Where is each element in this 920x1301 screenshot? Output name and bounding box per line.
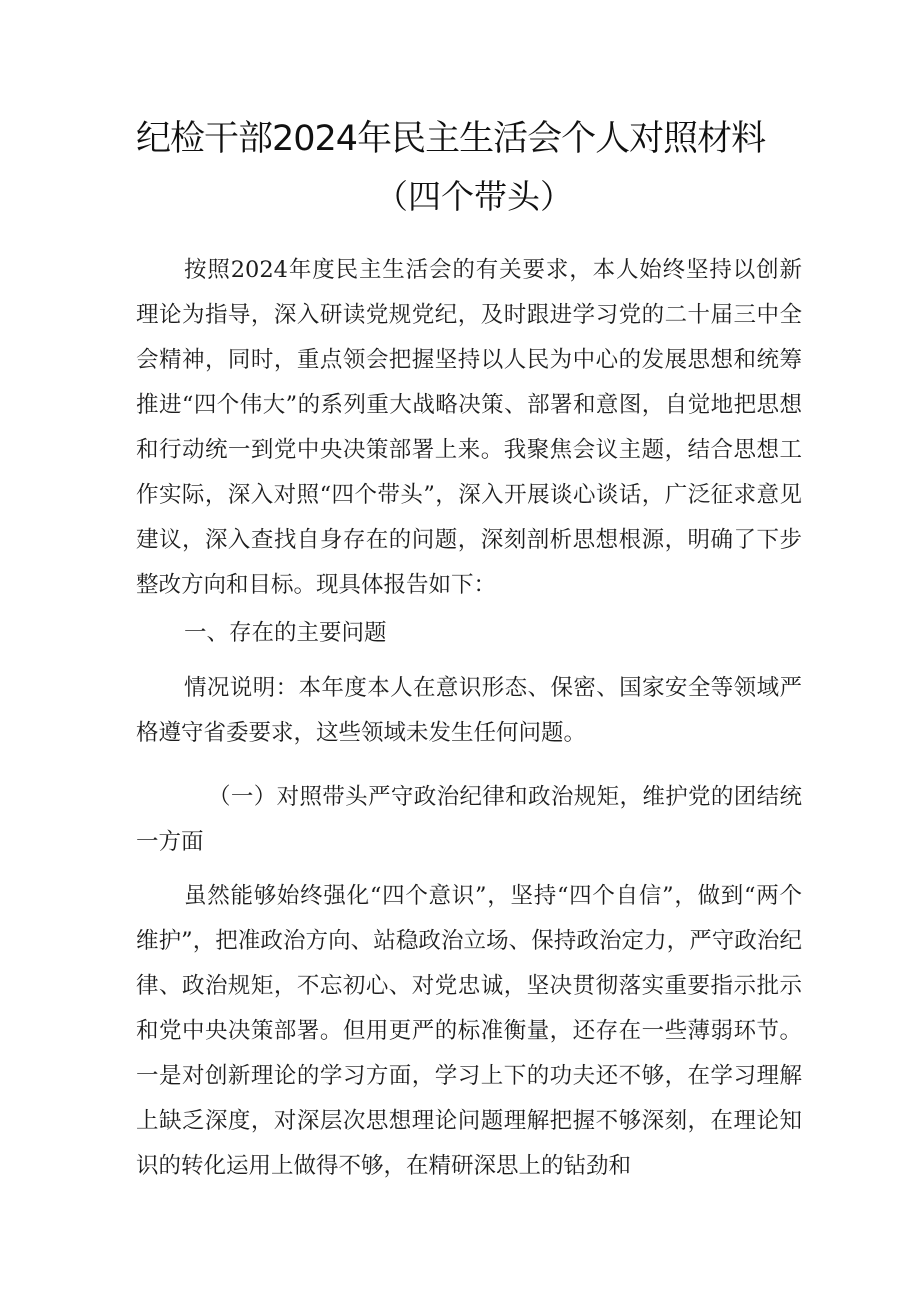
situation-note-paragraph: 情况说明：本年度本人在意识形态、保密、国家安全等领域严格遵守省委要求，这些领域未发生任何问题。 (136, 675, 802, 746)
document-title: 纪检干部2024年民主生活会个人对照材料 (136, 119, 766, 159)
body-paragraph: 虽然能够始终强化“四个意识”，坚持“四个自信”，做到“两个维护”，把准政治方向、站稳政治立场、保持政治定力，严守政治纪律、政治规矩，不忘初心、对党忠诚，坚决贯彻落实重要指示批示和党中央决策部署。但用更严的标准衡量，还存在一些薄弱环节。一是对创新理论的学习方面，学习上下的功夫还不够，在学习理解上缺乏深度，对深层次思想理论问题理解把握不够深刻，在理论知识的转化运用上做得不够，在精研深思上的钻劲和 (136, 883, 802, 1179)
intro-paragraph: 按照2024年度民主生活会的有关要求，本人始终坚持以创新理论为指导，深入研读党规党纪，及时跟进学习党的二十届三中全会精神，同时，重点领会把握坚持以人民为中心的发展思想和统筹推进“四个伟大”的系列重大战略决策、部署和意图，自觉地把思想和行动统一到党中央决策部署上来。我聚焦会议主题，结合思想工作实际，深入对照“四个带头”，深入开展谈心谈话，广泛征求意见建议，深入查找自身存在的问题，深刻剖析思想根源，明确了下步整改方向和目标。现具体报告如下： (136, 257, 802, 598)
document-subtitle: （四个带头） (375, 177, 573, 216)
section-heading: 一、存在的主要问题 (184, 620, 387, 646)
subsection-heading: （一）对照带头严守政治纪律和政治规矩，维护党的团结统一方面 (136, 784, 802, 855)
